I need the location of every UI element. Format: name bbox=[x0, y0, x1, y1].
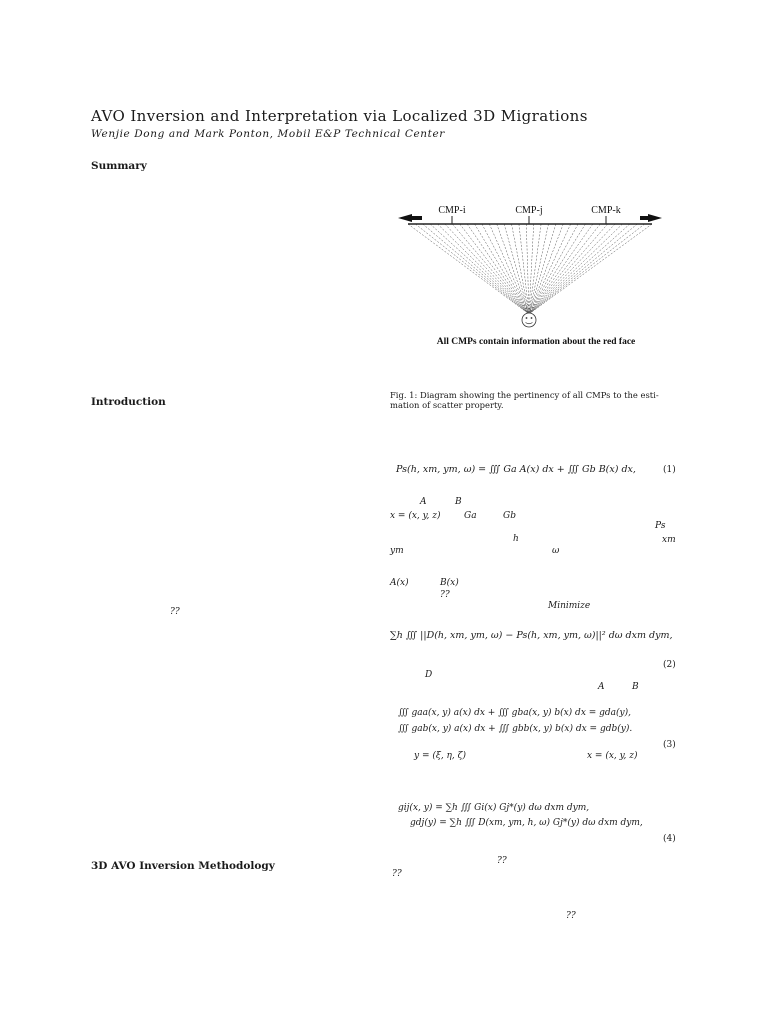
var-Gb: Gb bbox=[503, 511, 516, 521]
equation-1-number: (1) bbox=[663, 465, 676, 475]
section-summary: Summary bbox=[91, 160, 147, 172]
paper-title: AVO Inversion and Interpretation via Localized 3D Migrations bbox=[91, 107, 588, 125]
figure-caption-line-1: Fig. 1: Diagram showing the pertinency of all CMPs to the esti- bbox=[390, 390, 659, 400]
var-Ax: A(x) bbox=[390, 578, 409, 588]
figure-diagram bbox=[386, 158, 686, 373]
figure-1 bbox=[386, 158, 686, 373]
var-D: D bbox=[425, 670, 433, 680]
equation-3-line-2: ∭ gab(x, y) a(x) dx + ∭ gbb(x, y) b(x) dx = gdb(y). bbox=[398, 724, 633, 734]
figure-caption bbox=[390, 390, 659, 410]
face-icon bbox=[522, 313, 536, 327]
equation-3-number: (3) bbox=[663, 740, 676, 750]
equation-2-number: (2) bbox=[663, 660, 676, 670]
equation-2: ∑h ∭ ||D(h, xm, ym, ω) − Ps(h, xm, ym, ω)||² dω dxm dym, bbox=[390, 630, 673, 641]
missing-ref-2: ?? bbox=[497, 856, 507, 866]
equation-4-line-2: gdj(y) = ∑h ∭ D(xm, ym, h, ω) Gj*(y) dω dxm dym, bbox=[410, 818, 643, 828]
var-B-2: B bbox=[632, 682, 639, 692]
cmp-k-label: CMP-k bbox=[591, 205, 621, 216]
section-methodology: 3D AVO Inversion Methodology bbox=[91, 860, 275, 872]
minimize-label: Minimize bbox=[548, 601, 591, 611]
missing-ref: ?? bbox=[170, 607, 180, 617]
x-definition-2: x = (x, y, z) bbox=[587, 751, 638, 761]
var-B: B bbox=[455, 497, 462, 507]
equation-3-line-1: ∭ gaa(x, y) a(x) dx + ∭ gba(x, y) b(x) dx = gda(y), bbox=[398, 708, 632, 718]
var-Ps: Ps bbox=[655, 521, 666, 531]
missing-ref-3: ?? bbox=[392, 869, 402, 879]
missing-ref-eq: ?? bbox=[440, 590, 450, 600]
var-h: h bbox=[513, 534, 519, 544]
section-introduction: Introduction bbox=[91, 396, 166, 408]
var-A: A bbox=[420, 497, 427, 507]
equation-4-line-1: gij(x, y) = ∑h ∭ Gi(x) Gj*(y) dω dxm dym, bbox=[398, 803, 590, 813]
var-omega: ω bbox=[552, 546, 560, 556]
var-Ga: Ga bbox=[464, 511, 477, 521]
right-arrow-shaft bbox=[640, 216, 650, 220]
left-arrow-shaft bbox=[410, 216, 422, 220]
paper-authors: Wenjie Dong and Mark Ponton, Mobil E&P Technical Center bbox=[91, 128, 445, 140]
var-Bx: B(x) bbox=[440, 578, 459, 588]
var-ym: ym bbox=[390, 546, 404, 556]
figure-inner-caption: All CMPs contain information about the red face bbox=[436, 337, 636, 347]
equation-1: Ps(h, xm, ym, ω) = ∭ Ga A(x) dx + ∭ Gb B(x) dx, bbox=[396, 464, 636, 475]
var-xm: xm bbox=[662, 535, 676, 545]
x-definition: x = (x, y, z) bbox=[390, 511, 441, 521]
y-definition: y = (ξ, η, ζ) bbox=[414, 751, 467, 761]
var-A-2: A bbox=[598, 682, 605, 692]
missing-ref-4: ?? bbox=[566, 911, 576, 921]
cmp-i-label: CMP-i bbox=[438, 205, 466, 216]
cmp-j-label: CMP-j bbox=[515, 205, 543, 216]
equation-4-number: (4) bbox=[663, 834, 676, 844]
figure-caption-line-2: mation of scatter property. bbox=[390, 400, 504, 410]
